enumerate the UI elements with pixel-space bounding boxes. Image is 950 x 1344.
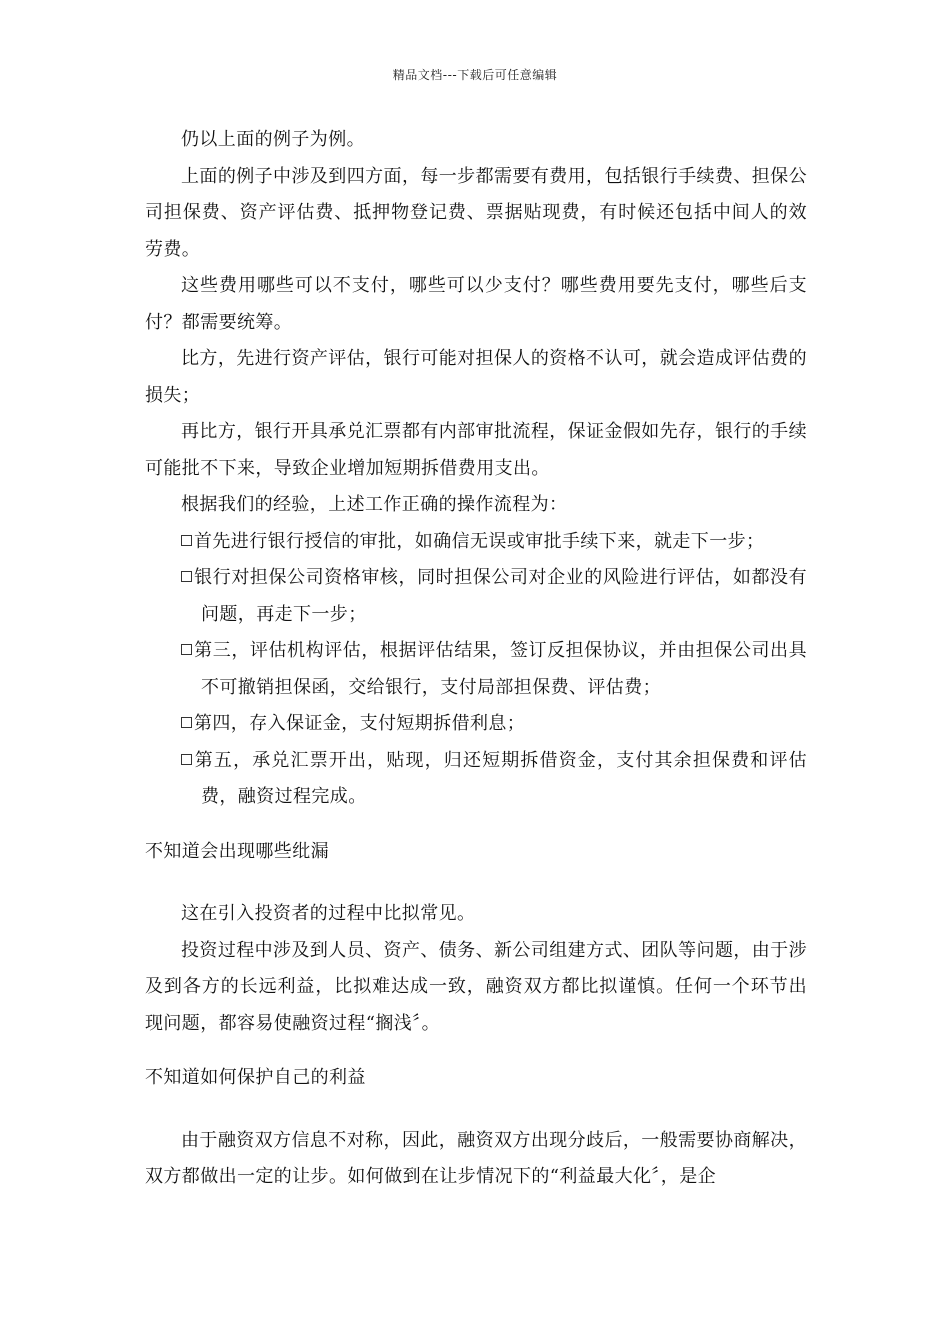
list-item bbox=[181, 524, 807, 561]
checkbox-bullet-icon bbox=[181, 571, 192, 582]
checkbox-bullet-icon bbox=[181, 644, 192, 655]
paragraph: 由于融资双方信息不对称，因此，融资双方出现分歧后，一般需要协商解决，双方都做出一定的让步。如何做到在让步情况下的“利益最大化〞，是企 bbox=[145, 1129, 807, 1187]
list-item-text: 第四，存入保证金，支付短期拆借利息； bbox=[194, 713, 526, 734]
list-item bbox=[181, 560, 807, 633]
checkbox-bullet-icon bbox=[181, 535, 192, 546]
paragraph: 比方，先进行资产评估，银行可能对担保人的资格不认可，就会造成评估费的损失； bbox=[145, 348, 807, 406]
paragraph: 上面的例子中涉及到四方面，每一步都需要有费用，包括银行手续费、担保公司担保费、资产评估费、抵押物登记费、票据贴现费，有时候还包括中间人的效劳费。 bbox=[145, 165, 807, 260]
list-item bbox=[181, 633, 807, 706]
list-item-text: 第三，评估机构评估，根据评估结果，签订反担保协议，并由担保公司出具不可撤销担保函，交给银行，支付局部担保费、评估费； bbox=[194, 640, 807, 698]
list-item-text: 银行对担保公司资格审核，同时担保公司对企业的风险进行评估，如都没有问题，再走下一步； bbox=[194, 567, 807, 625]
list-item-text: 首先进行银行授信的审批，如确信无误或审批手续下来，就走下一步； bbox=[194, 530, 765, 552]
paragraph: 投资过程中涉及到人员、资产、债务、新公司组建方式、团队等问题，由于涉及到各方的长远利益，比拟难达成一致，融资双方都比拟谨慎。任何一个环节出现问题，都容易使融资过程“搁浅〞。 bbox=[145, 939, 807, 1034]
paragraph: 仍以上面的例子为例。 bbox=[181, 129, 365, 150]
list-item-text: 第五，承兑汇票开出，贴现，归还短期拆借资金，支付其余担保费和评估费，融资过程完成。 bbox=[194, 749, 807, 807]
paragraph: 再比方，银行开具承兑汇票都有内部审批流程，保证金假如先存，银行的手续可能批不下来，导致企业增加短期拆借费用支出。 bbox=[145, 421, 807, 479]
list-item bbox=[181, 706, 807, 743]
section-heading: 不知道如何保护自己的利益 bbox=[145, 1067, 366, 1088]
paragraph: 这在引入投资者的过程中比拟常见。 bbox=[181, 903, 476, 924]
list-item bbox=[181, 743, 807, 816]
page-header: 精品文档---下载后可任意编辑 bbox=[392, 68, 558, 82]
checkbox-bullet-icon bbox=[181, 754, 192, 765]
checkbox-bullet-icon bbox=[181, 717, 192, 728]
paragraph: 这些费用哪些可以不支付，哪些可以少支付？哪些费用要先支付，哪些后支付？都需要统筹。 bbox=[145, 275, 807, 333]
section-heading: 不知道会出现哪些纰漏 bbox=[145, 840, 329, 862]
paragraph: 根据我们的经验，上述工作正确的操作流程为： bbox=[181, 494, 568, 515]
document-body bbox=[145, 122, 807, 1196]
